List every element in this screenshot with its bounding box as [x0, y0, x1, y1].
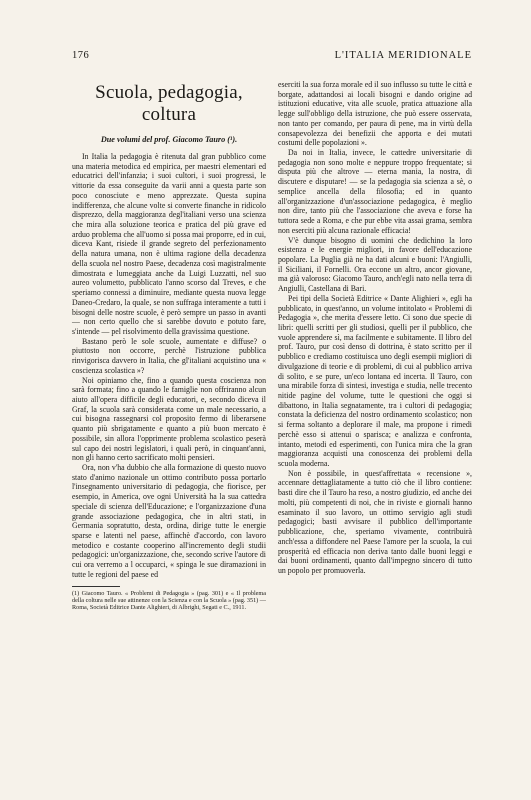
paragraph: Da noi in Italia, invece, le cattedre universitarie di pedagogia non sono molte e neppure troppo frequentate; si disputa più che altrove — eterna mania, la nostra, di discutere e disputare! — se la pedagogia sia scienza a sè, o semplice ancella della filosofia; ed in quanto all'organizzazione d'un'associazione pedagogica, è meglio non dire, tanto più che l'associazione che aveva e forse ha tuttora sede a Roma, e che pur ebbe vita assai grama, sembra non eserciti più alcuna razionale efficacia! [278, 148, 472, 235]
footnote: (1) Giacomo Tauro. « Problemi di Pedagogia » (pag. 301) e « Il problema della coltura nelle sue attinenze con la Scienza e con la Scuola » (pag. 351) — Roma, Società Editrice Dante Alighieri, di Albrighi, Segati e C., 1911. [72, 589, 266, 612]
paragraph: Noi opiniamo che, fino a quando questa coscienza non sarà formata; fino a quando le famiglie non offriranno alcun aiuto all'opera difficile degli educatori, e, secondo diceva il Graf, la scuola sarà considerata come un male necessario, a cui bisogna rassegnarsi col proposito fermo di liberarsene quanto più sbrigatamente e quanto a più buon mercato è possibile, sin allora l'opprimente problema scolastico peserà sul capo dei nostri legislatori, i quali però, in cinquant'anni, non gli hanno certo sacrificato molti pensieri. [72, 375, 266, 463]
article-body [72, 80, 472, 732]
journal-title: L'ITALIA MERIDIONALE [334, 50, 472, 61]
running-head [72, 50, 472, 64]
article-title: Scuola, pedagogia, coltura [95, 82, 243, 125]
paragraph: Ora, non v'ha dubbio che alla formazione di questo nuovo stato d'animo nazionale un ottimo contributo possa portarlo l'insegnamento universitario di pedagogia, che fiorisce, per esempio, in America, ove ogni Università ha la sua cattedra speciale di scienza dell'Educazione; e l'organizzazione d'una grande associazione pedagogica, che in altri stati, in Germania sopratutto, desta, ordina, dirige tutte le energie sparse e latenti nel paese, affinchè d'accordo, con lavoro metodico e costante cooperino all'incremento degli studii pedagogici: un'organizzazione, che, secondo scrive l'autore di cui ora verremo a l occuparci, « spinga le sue diramazioni in tutte le regioni del paese ed [72, 463, 266, 579]
paragraph: In Italia la pedagogia è ritenuta dal gran pubblico come una materia metodica ed empirica, per maestri elementari ed educatrici dell'infanzia; i suoi cultori, i suoi progressi, le vittorie da essa conseguite da varii anni a questa parte son poco conosciute e meno apprezzate. Questa supina indifferenza, che alcune volte si converte finanche in ridicolo disprezzo, della maggioranza degl'italiani verso una scienza che mira alla soluzione teorica e pratica del più grave ed arduo problema che all'uomo si possa mai proporre, ed in cui, diceva Kant, risiede il grande segreto del perfezionamento della natura umana, non è ultima ragione della decadenza della scuola nel nostro Paese, decadenza così magistralmente dimostrata e lumeggiata anche da Luigi Luzzatti, nel suo aureo volumetto, pubblicato l'anno scorso dal Treves, e che speriamo connessi a diminuire, mediante questa nuova legge Daneo-Credaro, la quale, se non suffraga interamente a tutti i bisogni delle nostre scuole, è però sempre un passo in avanti — non certo quello che si sarebbe dovuto e potuto fare, s'intende — pel risolvimento della gravissima questione. [72, 152, 266, 336]
footnote-divider [72, 586, 120, 587]
article-subtitle: Due volumi del prof. Giacomo Tauro (¹). [100, 135, 238, 144]
page-number: 176 [72, 50, 90, 61]
paragraph: V'è dunque bisogno di uomini che dedichino la loro esistenza e le energie migliori, in favore dell'educazione popolare. La Puglia già ne ha dati alcuni e buoni: l'Angiulli, il Siciliani, il Fornelli. Ora eccone un altro, ancor giovane, ma già valoroso: Giacomo Tauro, anch'egli nato nella terra di Angiulli, Castellana di Bari. [278, 235, 472, 294]
paragraph: Pei tipi della Società Editrice « Dante Alighieri », egli ha pubblicato, in quest'anno, un volume intitolato « Problemi di Pedagogia », che merita d'essere letto. Ci sono due specie di libri: quelli scritti per gli studiosi, quelli per il pubblico, che vuole apprendere sì, ma facilmente e subitamente. Il libro del prof. Tauro, pur così denso di dottrina, è stato scritto per il pubblico e crediamo costituisca uno degli esempii migliori di divulgazione di teorie e di problemi, di cui al pubblico arriva di solito, e se pure, un'eco lontana ed incerta. Il Tauro, con una mirabile forza di sintesi, investiga e studia, nelle trecento nitide pagine del volume, tutte le questioni che oggi si dibattono, in Italia segnatamente, tra i cultori di pedagogia; constata la deficienza del nostro ordinamento scolastico; non si ferma soltanto a deplorare il male, ma propone i rimedi perchè esso si attenui o sparisca; e analizza e confronta, intanto, metodi ed esperimenti, con l'unica mira che la gran maggioranza acquisti una conoscenza dei problemi della scuola moderna. [278, 293, 472, 469]
paragraph: eserciti la sua forza morale ed il suo influsso su tutte le città e borgate, adattandosi ai locali bisogni e dando origine ad istituzioni educative, vita alle scuole, pratica attuazione alla legge sull'obbligo della istruzione, che può essere osservata, non tanto per comando, per paura di pene, ma in virtù della consapevolezza dei benefizii che apporta e dei mutati costumi delle popolazioni ». [278, 80, 472, 148]
paragraph: Non è possibile, in quest'affrettata « recensione », accennare dettagliatamente a tutto ciò che il libro contiene: basti dire che il Tauro ha reso, a nostro giudizio, ed anche dei molti, più competenti di noi, che in riviste e giornali hanno esaminato il suo lavoro, un ottimo servigio agli studi pedagogici; basti avvisare il pubblico dell'importante pubblicazione, che, speriamo vivamente, contribuirà anch'essa a diffondere nel Paese l'amore per la scuola, la cui prosperità ed efficacia non deriva tanto dalle buoni leggi e dai buoni ordinamenti, quanto dall'impegno sincero di tutto un popolo per promuoverla. [278, 468, 472, 575]
right-column [278, 80, 472, 732]
paragraph: Bastano però le sole scuole, aumentate e diffuse? o piuttosto non occorre, perchè l'istruzione pubblica rinvigorisca davvero in Italia, che gl'italiani acquistino una « coscienza scolastica »? [72, 336, 266, 375]
left-column [72, 80, 266, 732]
